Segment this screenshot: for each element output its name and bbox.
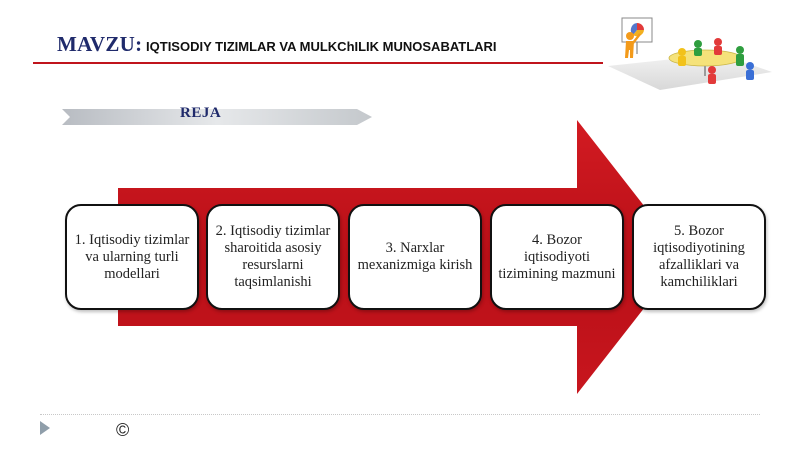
title-lead: MAVZU:: [57, 32, 143, 56]
plan-item-1: [65, 204, 199, 310]
copyright-symbol: ©: [116, 420, 130, 440]
plan-item-2-text: 2. Iqtisodiy tizimlar sharoitida asosiy resurslarni taqsimlanishi: [215, 223, 331, 290]
plan-item-5: [632, 204, 766, 310]
plan-item-1-text: 1. Iqtisodiy tizimlar va ularning turli modellari: [74, 231, 190, 282]
footer-divider: [40, 414, 760, 415]
plan-item-4-text: 4. Bozor iqtisodiyoti tizimining mazmuni: [498, 231, 616, 282]
plan-item-3: [348, 204, 482, 310]
plan-item-3-text: 3. Narxlar mexanizmiga kirish: [357, 240, 473, 273]
plan-label: REJA: [180, 105, 222, 121]
play-icon[interactable]: [40, 421, 50, 435]
plan-item-5-text: 5. Bozor iqtisodiyotining afzalliklari va kamchiliklari: [653, 223, 745, 290]
plan-item-2: [206, 204, 340, 310]
plan-item-4: [490, 204, 624, 310]
title-rest: IQTISODIY TIZIMLAR VA MULKChILIK MUNOSABATLARI: [142, 39, 497, 54]
